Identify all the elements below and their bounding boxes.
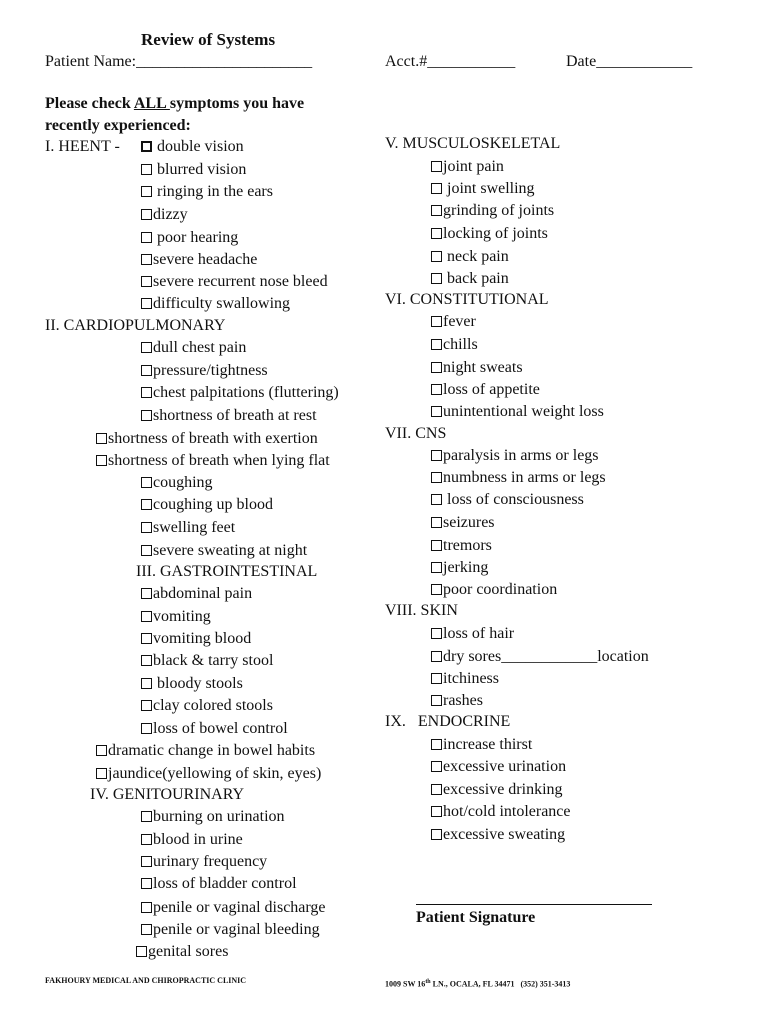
- date-field[interactable]: Date____________: [566, 53, 693, 70]
- instructions-line-1: Please check ALL symptoms you have: [45, 95, 305, 112]
- checkbox[interactable]: [141, 723, 152, 734]
- checkbox[interactable]: [141, 164, 152, 175]
- symptom-item[interactable]: joint swelling: [431, 179, 535, 199]
- symptom-item[interactable]: burning on urination: [141, 807, 285, 827]
- checkbox[interactable]: [141, 298, 152, 309]
- symptom-item[interactable]: genital sores: [136, 942, 228, 962]
- symptom-item[interactable]: swelling feet: [141, 518, 235, 538]
- symptom-item[interactable]: rashes: [431, 691, 483, 711]
- footer-address: 1009 SW 16th LN., OCALA, FL 34471 (352) 351-3413: [385, 979, 571, 989]
- symptom-item[interactable]: tremors: [431, 536, 492, 556]
- symptom-item[interactable]: coughing: [141, 473, 213, 493]
- checkbox[interactable]: [431, 673, 442, 684]
- symptom-item[interactable]: double vision: [141, 137, 244, 157]
- checkbox[interactable]: [431, 494, 442, 505]
- checkbox[interactable]: [431, 316, 442, 327]
- checkbox[interactable]: [141, 410, 152, 421]
- symptom-item[interactable]: increase thirst: [431, 735, 532, 755]
- symptom-item[interactable]: abdominal pain: [141, 584, 252, 604]
- symptom-item[interactable]: jerking: [431, 558, 488, 578]
- checkbox[interactable]: [431, 628, 442, 639]
- symptom-item[interactable]: neck pain: [431, 247, 509, 267]
- section-cns-heading: VII. CNS: [385, 425, 447, 442]
- checkbox[interactable]: [141, 232, 152, 243]
- symptom-item[interactable]: pressure/tightness: [141, 361, 268, 381]
- checkbox[interactable]: [431, 562, 442, 573]
- symptom-item[interactable]: shortness of breath at rest: [141, 406, 317, 426]
- checkbox[interactable]: [431, 517, 442, 528]
- section-cardiopulmonary-heading: II. CARDIOPULMONARY: [45, 317, 226, 334]
- symptom-item[interactable]: black & tarry stool: [141, 651, 273, 671]
- checkbox[interactable]: [141, 477, 152, 488]
- symptom-item[interactable]: dramatic change in bowel habits: [96, 741, 315, 761]
- checkbox[interactable]: [141, 499, 152, 510]
- checkbox[interactable]: [141, 522, 152, 533]
- symptom-item[interactable]: loss of hair: [431, 624, 514, 644]
- checkbox[interactable]: [141, 141, 152, 152]
- checkbox[interactable]: [431, 784, 442, 795]
- symptom-item[interactable]: chest palpitations (fluttering): [141, 383, 339, 403]
- symptom-item[interactable]: bloody stools: [141, 674, 243, 694]
- checkbox[interactable]: [96, 433, 107, 444]
- symptom-item[interactable]: itchiness: [431, 669, 499, 689]
- checkbox[interactable]: [141, 254, 152, 265]
- symptom-item[interactable]: dizzy: [141, 205, 188, 225]
- section-constitutional-heading: VI. CONSTITUTIONAL: [385, 291, 549, 308]
- symptom-item[interactable]: severe sweating at night: [141, 541, 307, 561]
- section-musculoskeletal-heading: V. MUSCULOSKELETAL: [385, 135, 561, 152]
- checkbox[interactable]: [431, 739, 442, 750]
- symptom-item[interactable]: loss of bladder control: [141, 874, 297, 894]
- symptom-item[interactable]: severe recurrent nose bleed: [141, 272, 328, 292]
- checkbox[interactable]: [141, 209, 152, 220]
- checkbox[interactable]: [431, 251, 442, 262]
- checkbox[interactable]: [431, 183, 442, 194]
- symptom-item[interactable]: vomiting blood: [141, 629, 251, 649]
- checkbox[interactable]: [431, 205, 442, 216]
- form-title: Review of Systems: [141, 30, 276, 49]
- symptom-item[interactable]: poor coordination: [431, 580, 557, 600]
- symptom-item[interactable]: grinding of joints: [431, 201, 554, 221]
- checkbox[interactable]: [431, 806, 442, 817]
- checkbox[interactable]: [431, 450, 442, 461]
- checkbox[interactable]: [431, 472, 442, 483]
- section-endocrine-heading: IX. ENDOCRINE: [385, 713, 511, 730]
- symptom-item[interactable]: chills: [431, 335, 478, 355]
- symptom-item[interactable]: blurred vision: [141, 160, 246, 180]
- symptom-item[interactable]: loss of appetite: [431, 380, 540, 400]
- section-genitourinary-heading: IV. GENITOURINARY: [90, 786, 245, 803]
- symptom-item[interactable]: vomiting: [141, 607, 211, 627]
- symptom-item[interactable]: shortness of breath when lying flat: [96, 451, 330, 471]
- symptom-item[interactable]: severe headache: [141, 250, 257, 270]
- symptom-item[interactable]: urinary frequency: [141, 852, 267, 872]
- checkbox[interactable]: [431, 695, 442, 706]
- symptom-item[interactable]: penile or vaginal discharge: [141, 898, 326, 918]
- symptom-item[interactable]: poor hearing: [141, 228, 238, 248]
- checkbox[interactable]: [431, 384, 442, 395]
- checkbox[interactable]: [431, 540, 442, 551]
- checkbox[interactable]: [96, 768, 107, 779]
- symptom-item[interactable]: joint pain: [431, 157, 504, 177]
- symptom-item[interactable]: excessive sweating: [431, 825, 565, 845]
- checkbox[interactable]: [141, 276, 152, 287]
- footer-clinic-name: FAKHOURY MEDICAL AND CHIROPRACTIC CLINIC: [45, 976, 247, 985]
- symptom-item[interactable]: paralysis in arms or legs: [431, 446, 599, 466]
- checkbox[interactable]: [136, 946, 147, 957]
- checkbox[interactable]: [141, 186, 152, 197]
- checkbox[interactable]: [141, 387, 152, 398]
- checkbox[interactable]: [431, 761, 442, 772]
- symptom-item[interactable]: back pain: [431, 269, 509, 289]
- checkbox[interactable]: [431, 584, 442, 595]
- symptom-item[interactable]: difficulty swallowing: [141, 294, 290, 314]
- symptom-item[interactable]: jaundice(yellowing of skin, eyes): [96, 764, 321, 784]
- symptom-item[interactable]: clay colored stools: [141, 696, 273, 716]
- symptom-item[interactable]: penile or vaginal bleeding: [141, 920, 320, 940]
- checkbox[interactable]: [141, 545, 152, 556]
- symptom-item[interactable]: locking of joints: [431, 224, 548, 244]
- symptom-item[interactable]: blood in urine: [141, 830, 243, 850]
- checkbox[interactable]: [431, 273, 442, 284]
- checkbox[interactable]: [141, 342, 152, 353]
- section-gastrointestinal-heading: III. GASTROINTESTINAL: [136, 563, 318, 580]
- checkbox[interactable]: [431, 651, 442, 662]
- symptom-item[interactable]: shortness of breath with exertion: [96, 429, 318, 449]
- checkbox[interactable]: [431, 406, 442, 417]
- symptom-item[interactable]: loss of bowel control: [141, 719, 288, 739]
- checkbox[interactable]: [141, 655, 152, 666]
- checkbox[interactable]: [431, 228, 442, 239]
- symptom-item[interactable]: coughing up blood: [141, 495, 273, 515]
- checkbox[interactable]: [141, 588, 152, 599]
- symptom-item[interactable]: seizures: [431, 513, 495, 533]
- checkbox[interactable]: [141, 700, 152, 711]
- signature-label: Patient Signature: [416, 909, 536, 926]
- checkbox[interactable]: [141, 924, 152, 935]
- checkbox[interactable]: [96, 455, 107, 466]
- symptom-item[interactable]: unintentional weight loss: [431, 402, 604, 422]
- checkbox[interactable]: [141, 678, 152, 689]
- symptom-item[interactable]: ringing in the ears: [141, 182, 273, 202]
- symptom-item[interactable]: fever: [431, 312, 476, 332]
- checkbox[interactable]: [141, 856, 152, 867]
- checkbox[interactable]: [141, 878, 152, 889]
- symptom-item[interactable]: night sweats: [431, 358, 523, 378]
- instructions-line-2: recently experienced:: [45, 117, 191, 134]
- patient-name-field[interactable]: Patient Name:______________________: [45, 53, 313, 70]
- checkbox[interactable]: [141, 811, 152, 822]
- signature-line[interactable]: [416, 904, 652, 905]
- symptom-item[interactable]: numbness in arms or legs: [431, 468, 606, 488]
- checkbox[interactable]: [141, 633, 152, 644]
- checkbox[interactable]: [141, 365, 152, 376]
- checkbox[interactable]: [141, 902, 152, 913]
- symptom-item[interactable]: hot/cold intolerance: [431, 802, 571, 822]
- symptom-item[interactable]: dull chest pain: [141, 338, 246, 358]
- checkbox[interactable]: [141, 834, 152, 845]
- checkbox[interactable]: [431, 829, 442, 840]
- checkbox[interactable]: [141, 611, 152, 622]
- symptom-item[interactable]: dry sores____________location: [431, 647, 649, 667]
- symptom-item[interactable]: excessive urination: [431, 757, 566, 777]
- symptom-item[interactable]: excessive drinking: [431, 780, 563, 800]
- account-number-field[interactable]: Acct.#___________: [385, 53, 516, 70]
- symptom-item[interactable]: loss of consciousness: [431, 490, 584, 510]
- checkbox[interactable]: [431, 362, 442, 373]
- section-skin-heading: VIII. SKIN: [385, 602, 458, 619]
- checkbox[interactable]: [431, 339, 442, 350]
- checkbox[interactable]: [431, 161, 442, 172]
- section-heent-heading: I. HEENT -: [45, 138, 120, 155]
- checkbox[interactable]: [96, 745, 107, 756]
